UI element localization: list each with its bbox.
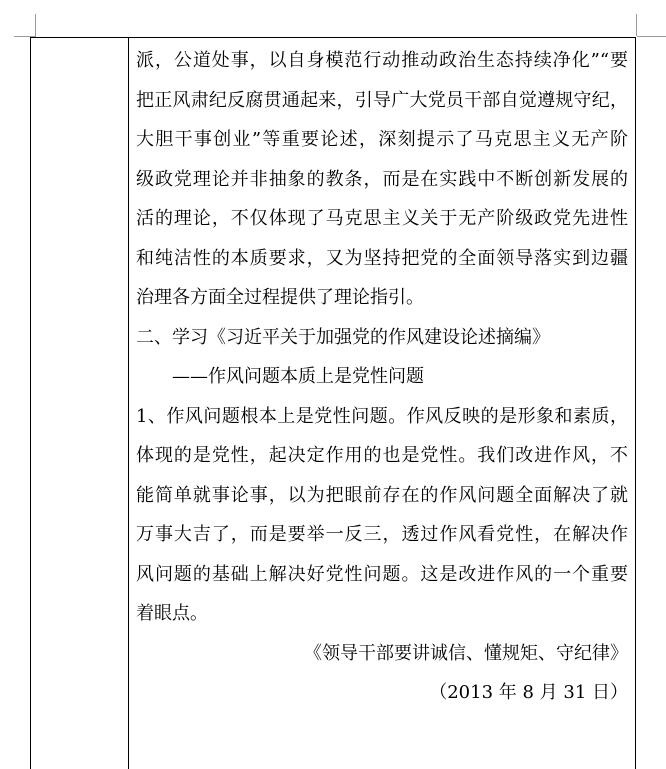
item-line: 能简单就事论事，以为把眼前存在的作风问题全面解决了就 <box>136 484 628 506</box>
section-subheading: ——作风问题本质上是党性问题 <box>172 366 424 387</box>
paragraph-line: 活的理论，不仅体现了马克思主义关于无产阶级政党先进性 <box>136 208 628 229</box>
source-title: 《领导干部要讲诚信、懂规矩、守纪律》 <box>304 642 628 664</box>
table-left-cell[interactable] <box>31 38 128 769</box>
crop-mark-top-left-vertical <box>35 14 36 36</box>
source-date: （2013 年 8 月 31 日） <box>429 682 628 703</box>
item-line: 万事大吉了，而是要举一反三，透过作风看党性，在解决作 <box>136 524 628 545</box>
paragraph-line: 大胆干事创业”等重要论述，深刻提示了马克思主义无产阶 <box>136 129 628 150</box>
paragraph-line: 派，公道处事，以自身模范行动推动政治生态持续净化”“要 <box>136 50 628 71</box>
section-heading: 二、学习《习近平关于加强党的作风建设论述摘编》 <box>136 326 550 348</box>
table-column-divider <box>128 37 129 769</box>
table-right-border <box>635 37 636 769</box>
paragraph-line: 级政党理论并非抽象的教条，而是在实践中不断创新发展的 <box>136 168 628 190</box>
item-line: 着眼点。 <box>136 603 208 624</box>
item-line: 风问题的基础上解决好党性问题。这是改进作风的一个重要 <box>136 563 628 585</box>
paragraph-line: 和纯洁性的本质要求，又为坚持把党的全面领导落实到边疆 <box>136 247 628 269</box>
table-content-cell[interactable] <box>136 41 628 713</box>
crop-mark-top-right-horizontal <box>637 36 666 37</box>
item-line: 1、作风问题根本上是党性问题。作风反映的是形象和素质， <box>136 405 628 427</box>
paragraph-line: 治理各方面全过程提供了理论指引。 <box>136 287 424 308</box>
paragraph-line: 把正风肃纪反腐贯通起来，引导广大党员干部自觉遵规守纪， <box>136 89 628 111</box>
item-line: 体现的是党性，起决定作用的也是党性。我们改进作风，不 <box>136 445 628 466</box>
crop-mark-top-right-vertical <box>636 14 637 36</box>
